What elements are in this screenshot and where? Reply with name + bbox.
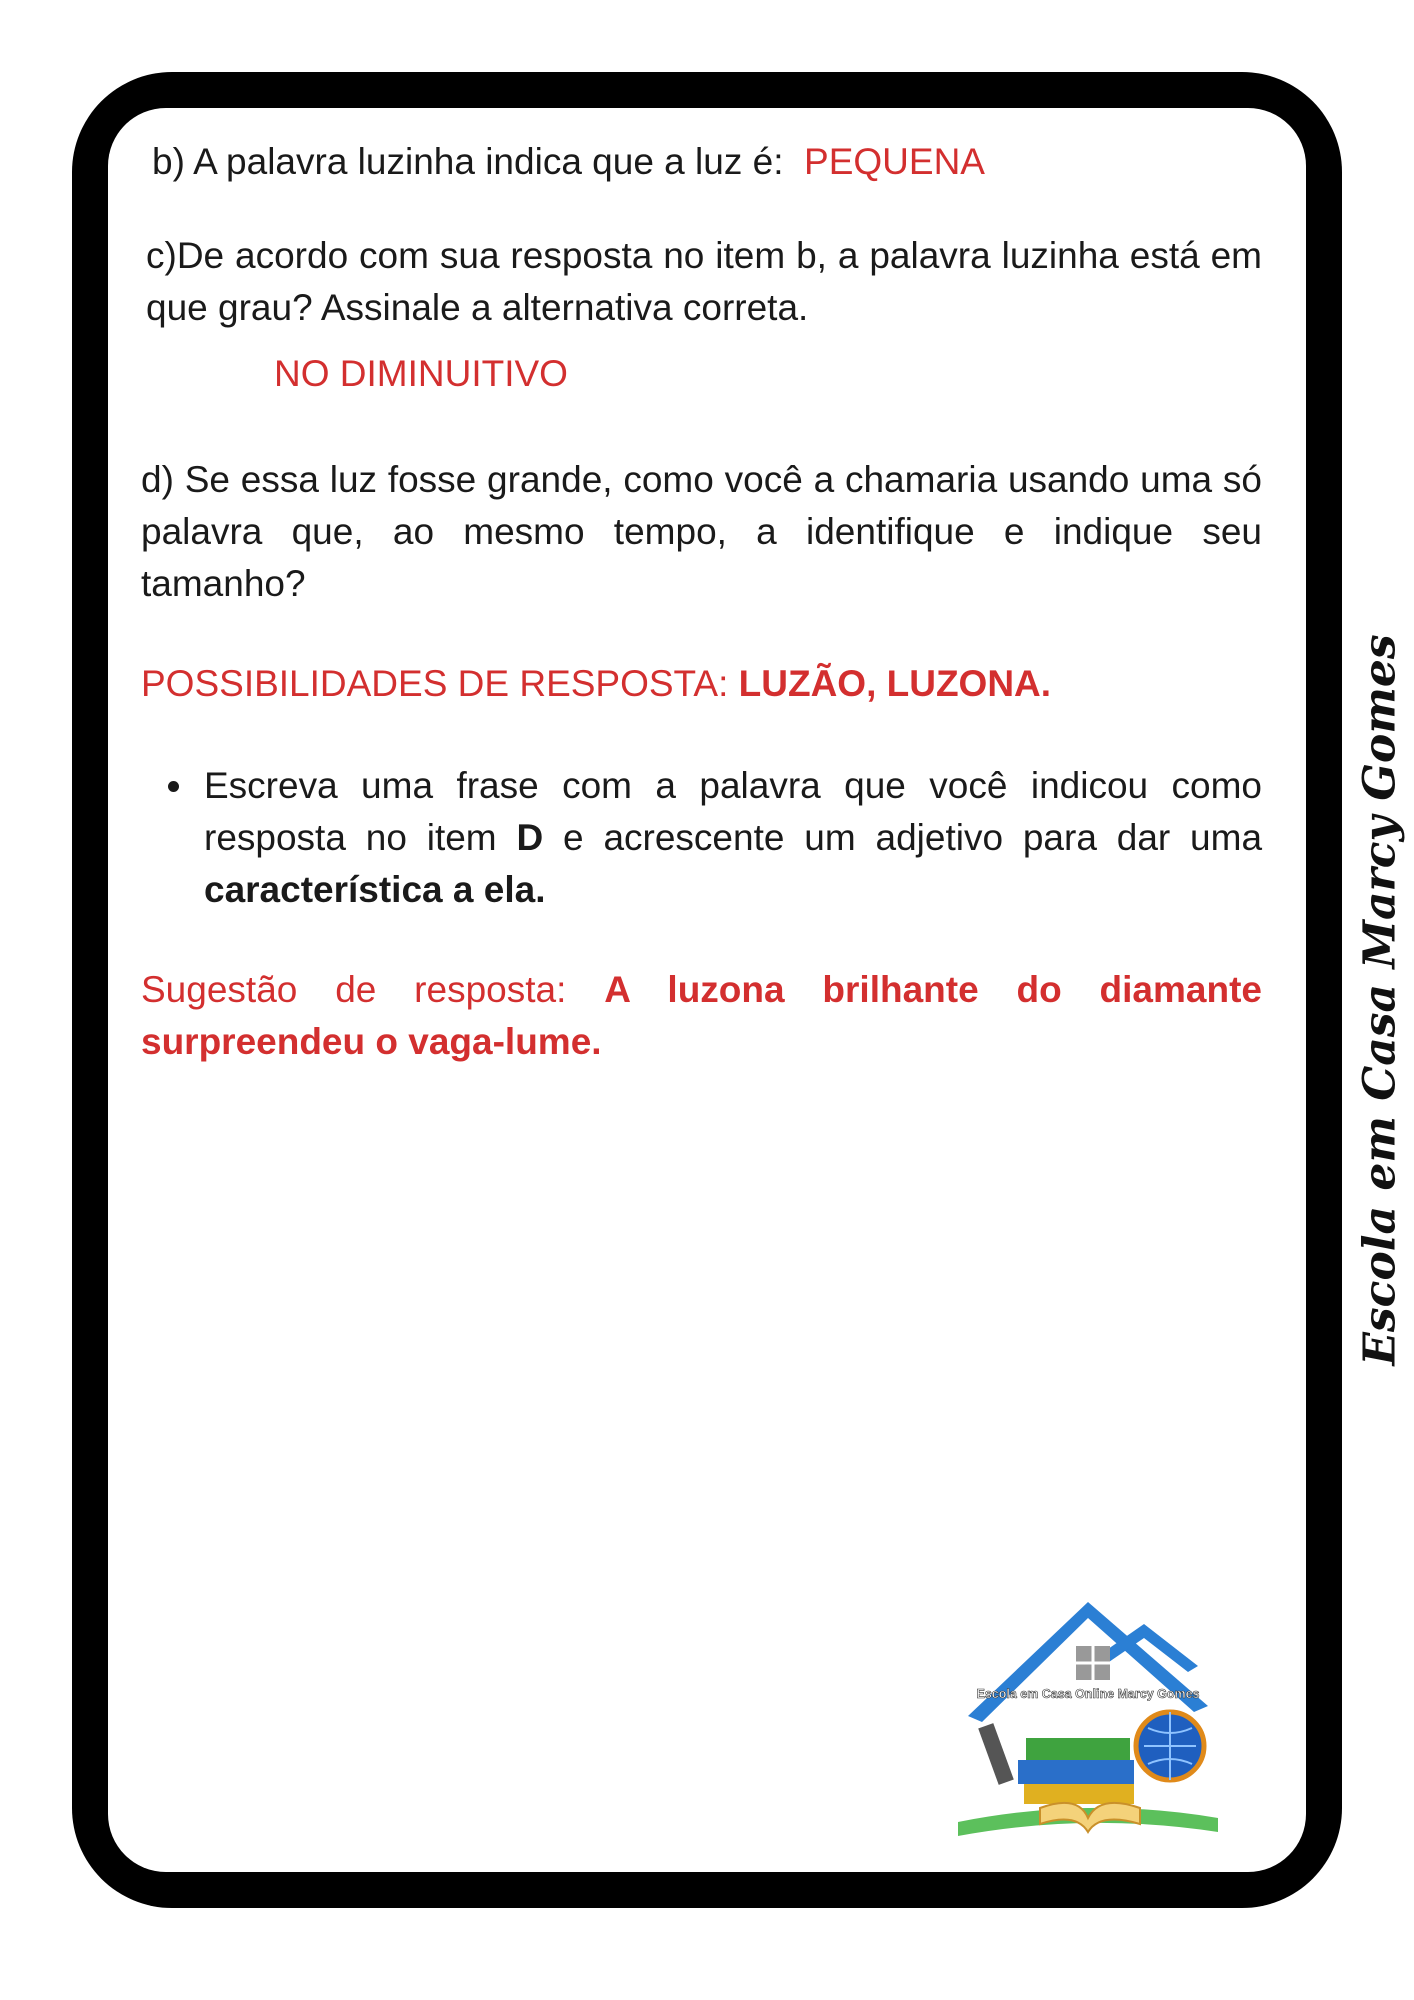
logo-open-book-icon	[1040, 1803, 1140, 1832]
item-d-answer-value: LUZÃO, LUZONA.	[738, 663, 1052, 704]
item-b-question: b) A palavra luzinha indica que a luz é:	[152, 141, 784, 182]
item-c-question: c)De acordo com sua resposta no item b, a palavra luzinha está em que grau? Assinale a alternativa correta.	[146, 235, 1262, 328]
side-title: Escola em Casa Marcy Gomes	[1354, 634, 1406, 1366]
logo-microscope-icon	[978, 1723, 1014, 1785]
item-c-answer: NO DIMINUITIVO	[274, 353, 568, 394]
item-b-answer: PEQUENA	[804, 141, 985, 182]
school-logo	[948, 1596, 1228, 1846]
bullet-text-2: e acrescente um adjetivo para dar uma	[563, 817, 1263, 858]
item-b	[152, 136, 1262, 188]
bullet-text-1: Escreva uma frase com a palavra que você indicou como resposta no item	[204, 765, 1262, 858]
bullet-item	[204, 760, 1262, 916]
item-d-answer-label: POSSIBILIDADES DE RESPOSTA:	[141, 663, 729, 704]
logo-book-yellow-icon	[1024, 1784, 1134, 1804]
suggestion-label: Sugestão de resposta:	[141, 969, 567, 1010]
item-d-question: d) Se essa luz fosse grande, como você a chamaria usando uma só palavra que, ao mesmo tempo, a identifique e indique seu tamanho?	[141, 459, 1262, 604]
suggestion-answer: A luzona brilhante do diamante surpreendeu o vaga-lume.	[141, 969, 1262, 1062]
bullet-bold-end: característica a ela.	[204, 869, 546, 910]
logo-book-green-icon	[1026, 1738, 1130, 1760]
logo-text: Escola em Casa Online Marcy Gomes	[976, 1687, 1200, 1701]
logo-book-blue-icon	[1018, 1760, 1134, 1784]
bullet-bold-d: D	[516, 817, 544, 858]
bullet-dot	[168, 781, 179, 792]
item-d-answer	[141, 658, 1262, 710]
suggestion	[141, 964, 1262, 1068]
